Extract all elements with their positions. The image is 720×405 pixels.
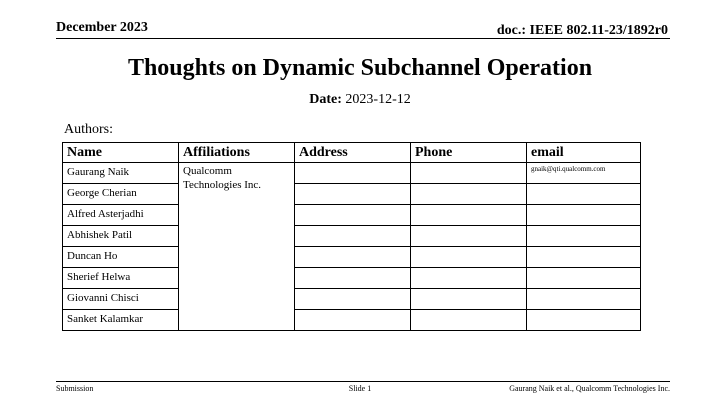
author-name: Gaurang Naik [63,163,179,184]
table-row [63,163,641,184]
author-name: Abhishek Patil [63,226,179,247]
author-phone [411,163,527,184]
author-email [527,310,641,331]
column-header-phone: Phone [411,143,527,163]
table-row [63,289,641,310]
author-name: Sherief Helwa [63,268,179,289]
author-phone [411,289,527,310]
table-row [63,310,641,331]
header-date: December 2023 [56,20,148,35]
author-email [527,247,641,268]
author-name: Sanket Kalamkar [63,310,179,331]
column-header-affiliations: Affiliations [179,143,295,163]
table-row [63,247,641,268]
table-row [63,184,641,205]
author-phone [411,247,527,268]
author-phone [411,184,527,205]
author-affiliation: Qualcomm Technologies Inc. [179,163,295,331]
slide-title: Thoughts on Dynamic Subchannel Operation [127,55,593,81]
author-email [527,226,641,247]
author-phone [411,226,527,247]
footer-submission: Submission [56,384,94,393]
author-address [295,163,411,184]
author-name: Alfred Asterjadhi [63,205,179,226]
header-doc-id: doc.: IEEE 802.11-23/1892r0 [496,23,668,38]
table-row [63,226,641,247]
author-address [295,247,411,268]
authors-label: Authors: [64,122,113,137]
date-value: 2023-12-12 [341,92,411,107]
author-phone [411,205,527,226]
column-header-address: Address [295,143,411,163]
author-name: George Cherian [63,184,179,205]
author-phone [411,268,527,289]
author-phone [411,310,527,331]
date-label: Date: [309,92,342,107]
author-address [295,268,411,289]
author-email [527,268,641,289]
author-email [527,205,641,226]
author-address [295,226,411,247]
author-name: Giovanni Chisci [63,289,179,310]
author-name: Duncan Ho [63,247,179,268]
footer-slide-number: Slide 1 [348,384,372,393]
header-divider [56,38,670,39]
footer-divider [56,381,670,382]
column-header-name: Name [63,143,179,163]
footer-authors: Gaurang Naik et al., Qualcomm Technologies Inc. [509,384,670,393]
date-line [0,92,720,108]
author-address [295,184,411,205]
column-header-email: email [527,143,641,163]
authors-table [62,142,641,331]
table-row [63,268,641,289]
table-header-row [63,143,641,163]
author-email [527,289,641,310]
author-address [295,205,411,226]
author-email: gnaik@qti.qualcomm.com [527,163,641,184]
table-row [63,205,641,226]
author-email [527,184,641,205]
author-address [295,310,411,331]
author-address [295,289,411,310]
